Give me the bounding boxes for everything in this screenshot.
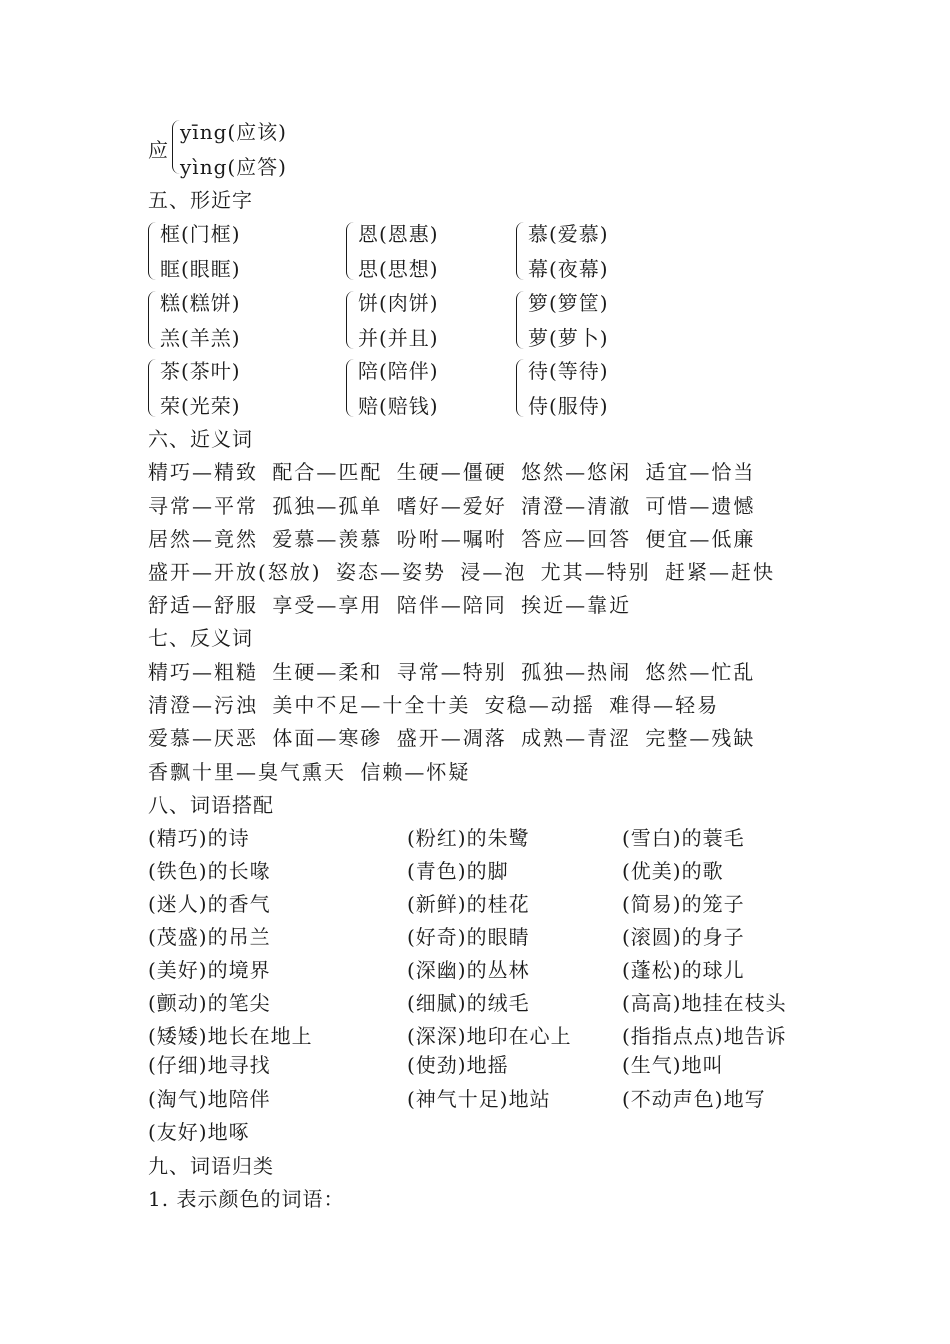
antonym-line: 精巧—粗糙 生硬—柔和 寻常—特别 孤独—热闹 悠然—忙乱	[148, 660, 756, 684]
collocation-item: (深幽)的丛林	[407, 958, 530, 982]
collocation-item: (美好)的境界	[148, 958, 271, 982]
antonym-line: 清澄—污浊 美中不足—十全十美 安稳—动摇 难得—轻易	[148, 693, 720, 717]
collocation-item: (颤动)的笔尖	[148, 991, 271, 1015]
brace-icon	[516, 291, 524, 349]
brace-icon	[346, 222, 354, 280]
collocation-item: (不动声色)地写	[622, 1087, 766, 1111]
similar-char-a: 框(门框)	[160, 222, 241, 246]
section6-heading: 六、近义词	[148, 427, 253, 451]
synonym-line: 居然—竟然 爱慕—羡慕 吩咐—嘱咐 答应—回答 便宜—低廉	[148, 527, 756, 551]
similar-char-a: 陪(陪伴)	[358, 359, 439, 383]
brace-icon	[516, 222, 524, 280]
collocation-item: (优美)的歌	[622, 859, 724, 883]
brace-icon	[346, 291, 354, 349]
collocation-item: (神气十足)地站	[407, 1087, 551, 1111]
similar-char-a: 茶(茶叶)	[160, 359, 241, 383]
synonym-line: 寻常—平常 孤独—孤单 嗜好—爱好 清澄—清澈 可惜—遗憾	[148, 494, 756, 518]
collocation-item: (细腻)的绒毛	[407, 991, 530, 1015]
similar-char-b: 思(思想)	[358, 257, 439, 281]
collocation-item: (蓬松)的球儿	[622, 958, 745, 982]
brace-icon	[148, 291, 156, 349]
collocation-item: (友好)地啄	[148, 1120, 250, 1144]
ying-char: 应	[148, 138, 169, 162]
collocation-item: (新鲜)的桂花	[407, 892, 530, 916]
collocation-item: (高高)地挂在枝头	[622, 991, 787, 1015]
similar-char-b: 荣(光荣)	[160, 394, 241, 418]
collocation-item: (生气)地叫	[622, 1053, 724, 1077]
collocation-item: (淘气)地陪伴	[148, 1087, 271, 1111]
ying-bottom: yìng(应答)	[180, 155, 287, 179]
similar-char-a: 糕(糕饼)	[160, 291, 241, 315]
brace-icon	[148, 359, 156, 417]
section7-heading: 七、反义词	[148, 626, 253, 650]
similar-char-b: 赔(赔钱)	[358, 394, 439, 418]
collocation-item: (使劲)地摇	[407, 1053, 509, 1077]
similar-char-a: 待(等待)	[528, 359, 609, 383]
collocation-item: (茂盛)的吊兰	[148, 925, 271, 949]
collocation-item: (滚圆)的身子	[622, 925, 745, 949]
section9-heading: 九、词语归类	[148, 1154, 274, 1178]
collocation-item: (仔细)地寻找	[148, 1053, 271, 1077]
collocation-item: (铁色)的长喙	[148, 859, 271, 883]
synonym-line: 精巧—精致 配合—匹配 生硬—僵硬 悠然—悠闲 适宜—恰当	[148, 460, 756, 484]
collocation-item: (好奇)的眼睛	[407, 925, 530, 949]
similar-char-a: 饼(肉饼)	[358, 291, 439, 315]
section8-heading: 八、词语搭配	[148, 793, 274, 817]
collocation-item: (深深)地印在心上	[407, 1024, 572, 1048]
collocation-item: (青色)的脚	[407, 859, 509, 883]
similar-char-b: 萝(萝卜)	[528, 326, 609, 350]
collocation-item: (简易)的笼子	[622, 892, 745, 916]
collocation-item: (指指点点)地告诉	[622, 1024, 787, 1048]
brace-icon	[346, 359, 354, 417]
section5-heading: 五、形近字	[148, 188, 253, 212]
similar-char-b: 眶(眼眶)	[160, 257, 241, 281]
brace-icon	[516, 359, 524, 417]
ying-top: yīng(应该)	[180, 120, 287, 144]
collocation-item: (粉红)的朱鹭	[407, 826, 530, 850]
similar-char-b: 羔(羊羔)	[160, 326, 241, 350]
collocation-item: (迷人)的香气	[148, 892, 271, 916]
synonym-line: 舒适—舒服 享受—享用 陪伴—陪同 挨近—靠近	[148, 593, 632, 617]
synonym-line: 盛开—开放(怒放) 姿态—姿势 浸—泡 尤其—特别 赶紧—赶快	[148, 560, 776, 584]
brace-icon	[148, 222, 156, 280]
antonym-line: 爱慕—厌恶 体面—寒碜 盛开—凋落 成熟—青涩 完整—残缺	[148, 726, 756, 750]
brace-icon	[172, 120, 180, 174]
section9-item1: 1. 表示颜色的词语：	[148, 1187, 345, 1211]
similar-char-b: 侍(服侍)	[528, 394, 609, 418]
antonym-line: 香飘十里—臭气熏天 信赖—怀疑	[148, 760, 471, 784]
collocation-item: (矮矮)地长在地上	[148, 1024, 313, 1048]
similar-char-b: 并(并且)	[358, 326, 439, 350]
similar-char-a: 慕(爱慕)	[528, 222, 609, 246]
collocation-item: (精巧)的诗	[148, 826, 250, 850]
similar-char-b: 幕(夜幕)	[528, 257, 609, 281]
similar-char-a: 箩(箩筐)	[528, 291, 609, 315]
collocation-item: (雪白)的蓑毛	[622, 826, 745, 850]
similar-char-a: 恩(恩惠)	[358, 222, 439, 246]
